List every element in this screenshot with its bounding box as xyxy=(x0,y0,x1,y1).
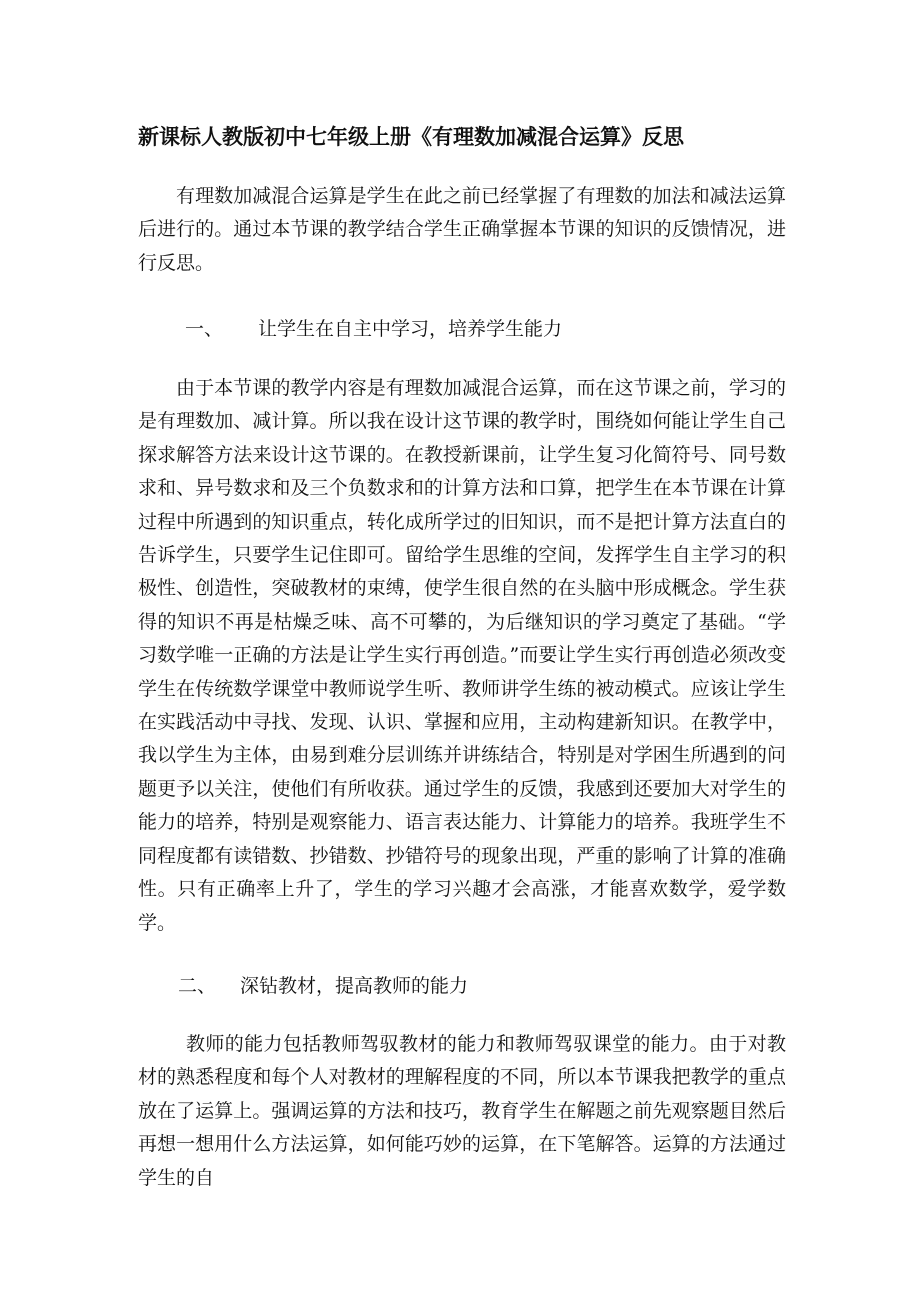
section-2-body: 教师的能力包括教师驾驭教材的能力和教师驾驭课堂的能力。由于对教材的熟悉程度和每个人对教材的理解程度的不同，所以本节课我把教学的重点放在了运算上。强调运算的方法和技巧，教育学生在解题之前先观察题目然后再想一想用什么方法运算，如何能巧妙的运算，在下笔解答。运算的方法通过学生的自 xyxy=(138,1033,786,1189)
section-2-number: 二、 xyxy=(178,975,217,997)
section-2-heading: 深钻教材，提高教师的能力 xyxy=(240,975,469,997)
document-title: 新课标人教版初中七年级上册《有理数加减混合运算》反思 xyxy=(138,124,684,149)
section-1-number: 一、 xyxy=(185,318,224,340)
intro-paragraph: 有理数加减混合运算是学生在此之前已经掌握了有理数的加法和减法运算后进行的。通过本节课的教学结合学生正确掌握本节课的知识的反馈情况，进行反思。 xyxy=(138,185,786,274)
section-1-body: 由于本节课的教学内容是有理数加减混合运算，而在这节课之前，学习的是有理数加、减计算。所以我在设计这节课的教学时，围绕如何能让学生自己探求解答方法来设计这节课的。在教授新课前，让学生复习化简符号、同号数求和、异号数求和及三个负数求和的计算方法和口算，把学生在本节课在计算过程中所遇到的知识重点，转化成所学过的旧知识，而不是把计算方法直白的告诉学生，只要学生记住即可。留给学生思维的空间，发挥学生自主学习的积极性、创造性，突破教材的束缚，使学生很自然的在头脑中形成概念。学生获得的知识不再是枯燥乏味、高不可攀的，为后继知识的学习奠定了基础。“学习数学唯一正确的方法是让学生实行再创造。”而要让学生实行再创造必须改变学生在传统数学课堂中教师说学生听、教师讲学生练的被动模式。应该让学生在实践活动中寻找、发现、认识、掌握和应用，主动构建新知识。在教学中，我以学生为主体，由易到难分层训练并讲练结合，特别是对学困生所遇到的问题更予以关注，使他们有所收获。通过学生的反馈，我感到还要加大对学生的能力的培养，特别是观察能力、语言表达能力、计算能力的培养。我班学生不同程度都有读错数、抄错数、抄错符号的现象出现，严重的影响了计算的准确性。只有正确率上升了，学生的学习兴趣才会高涨，才能喜欢数学，爱学数学。 xyxy=(138,377,786,934)
section-1-heading: 让学生在自主中学习，培养学生能力 xyxy=(258,318,563,340)
